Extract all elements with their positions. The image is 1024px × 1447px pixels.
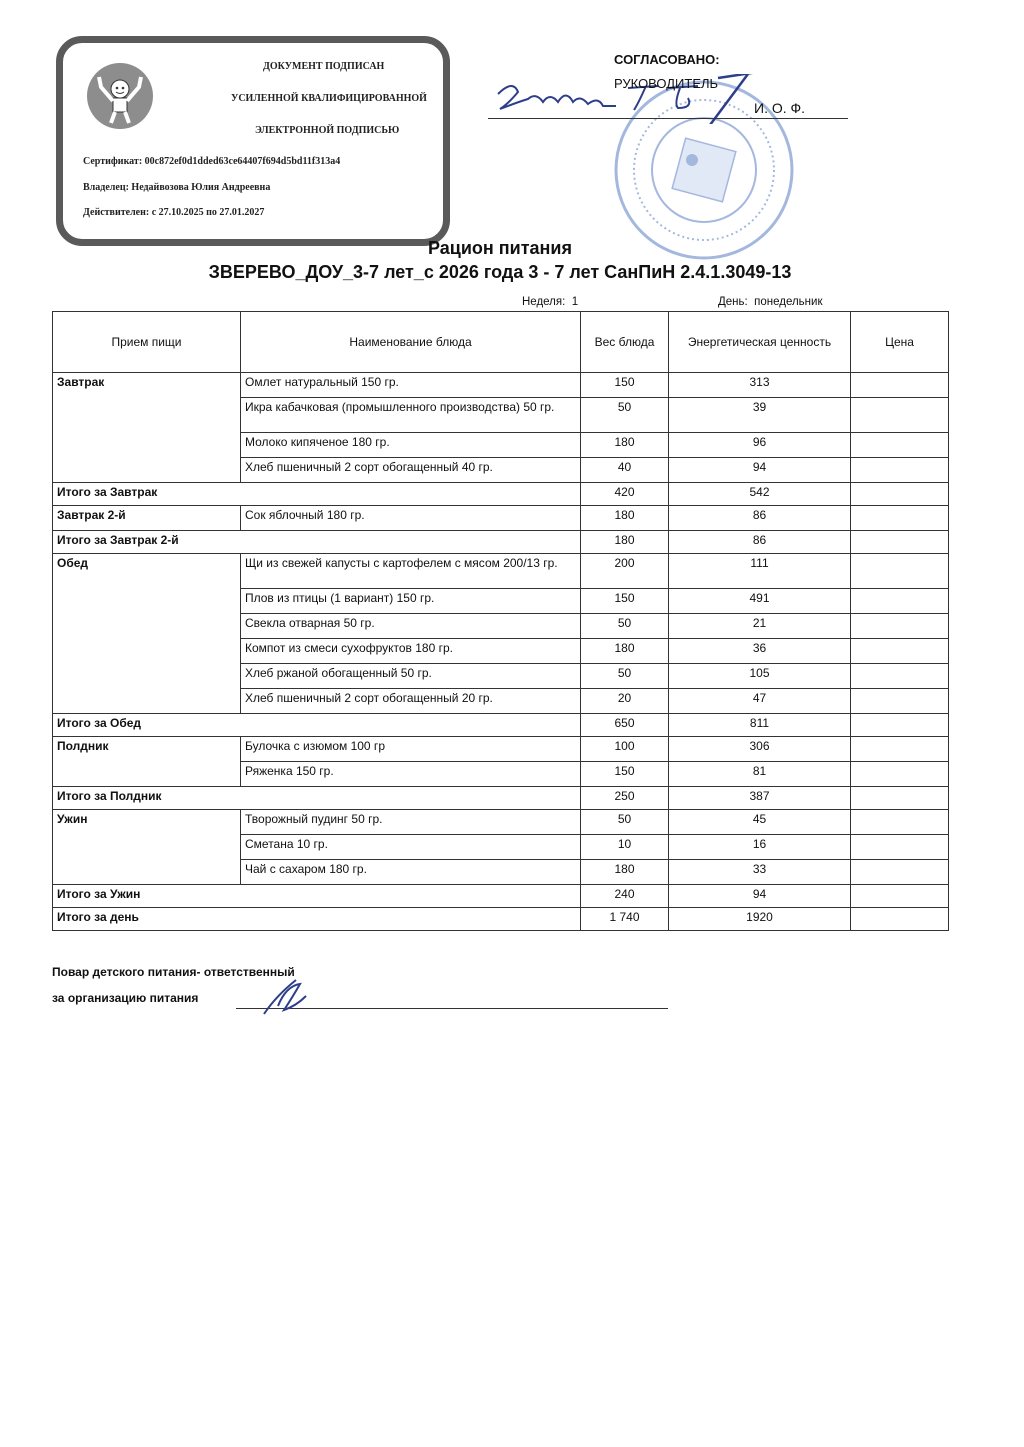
- approval-agreed-label: СОГЛАСОВАНО:: [614, 52, 720, 67]
- day-total-energy: 1920: [669, 908, 851, 931]
- meal-total-price: [851, 714, 949, 737]
- certificate-validity: Действителен: с 27.10.2025 по 27.01.2027: [83, 207, 265, 218]
- footer-responsible-line1: Повар детского питания- ответственный: [52, 965, 295, 979]
- dish-weight: 150: [581, 589, 669, 614]
- meal-total-price: [851, 531, 949, 554]
- day-info: [718, 296, 822, 308]
- dish-energy: 39: [669, 398, 851, 433]
- meal-total-weight: 420: [581, 483, 669, 506]
- meal-total-row: [53, 483, 949, 506]
- meal-total-label: Итого за Обед: [53, 714, 581, 737]
- meal-name: Завтрак: [53, 373, 241, 483]
- dish-energy: 96: [669, 433, 851, 458]
- week-label: Неделя:: [522, 296, 566, 308]
- dish-energy: 94: [669, 458, 851, 483]
- meal-name: Обед: [53, 554, 241, 714]
- dish-name: Икра кабачковая (промышленного производства) 50 гр.: [241, 398, 581, 433]
- meal-total-label: Итого за Завтрак: [53, 483, 581, 506]
- table-row: [53, 373, 949, 398]
- meal-total-energy: 542: [669, 483, 851, 506]
- dish-energy: 21: [669, 614, 851, 639]
- header-energy: Энергетическая ценность: [669, 312, 851, 373]
- dish-weight: 200: [581, 554, 669, 589]
- dish-name: Хлеб ржаной обогащенный 50 гр.: [241, 664, 581, 689]
- dish-energy: 16: [669, 835, 851, 860]
- dish-weight: 20: [581, 689, 669, 714]
- meal-total-energy: 86: [669, 531, 851, 554]
- meal-total-row: [53, 787, 949, 810]
- dish-price: [851, 554, 949, 589]
- meal-total-weight: 250: [581, 787, 669, 810]
- electronic-signature-box: [56, 36, 450, 246]
- dish-name: Омлет натуральный 150 гр.: [241, 373, 581, 398]
- dish-energy: 105: [669, 664, 851, 689]
- dish-energy: 33: [669, 860, 851, 885]
- dish-energy: 111: [669, 554, 851, 589]
- document-subtitle: ЗВЕРЕВО_ДОУ_3-7 лет_с 2026 года 3 - 7 лет СанПиН 2.4.1.3049-13: [208, 262, 792, 282]
- table-row: [53, 554, 949, 589]
- cartoon-emblem-icon: [87, 63, 153, 129]
- dish-weight: 10: [581, 835, 669, 860]
- header-dish: Наименование блюда: [241, 312, 581, 373]
- dish-name: Сок яблочный 180 гр.: [241, 506, 581, 531]
- meal-total-weight: 240: [581, 885, 669, 908]
- dish-weight: 150: [581, 762, 669, 787]
- dish-price: [851, 614, 949, 639]
- dish-price: [851, 860, 949, 885]
- day-total-row: [53, 908, 949, 931]
- approval-fio-label: И. О. Ф.: [754, 100, 806, 116]
- signature-heading-1: ДОКУМЕНТ ПОДПИСАН: [263, 61, 385, 72]
- meal-name: Полдник: [53, 737, 241, 787]
- certificate-owner: Владелец: Недайвозова Юлия Андреевна: [83, 182, 271, 193]
- document-title: Рацион питания: [428, 238, 572, 258]
- dish-price: [851, 589, 949, 614]
- approval-signature-line: [488, 118, 848, 119]
- dish-weight: 180: [581, 506, 669, 531]
- table-row: [53, 506, 949, 531]
- dish-name: Сметана 10 гр.: [241, 835, 581, 860]
- meal-name: Завтрак 2-й: [53, 506, 241, 531]
- meal-name: Ужин: [53, 810, 241, 885]
- dish-price: [851, 762, 949, 787]
- signature-heading-3: ЭЛЕКТРОННОЙ ПОДПИСЬЮ: [255, 125, 400, 136]
- table-header-row: [53, 312, 949, 373]
- certificate-id: Сертификат: 00c872ef0d1dded63ce64407f694d5bd11f313a4: [83, 156, 341, 167]
- dish-price: [851, 835, 949, 860]
- meal-total-price: [851, 885, 949, 908]
- week-info: [522, 296, 578, 308]
- meal-total-energy: 94: [669, 885, 851, 908]
- dish-weight: 40: [581, 458, 669, 483]
- table-row: [53, 810, 949, 835]
- dish-weight: 180: [581, 433, 669, 458]
- dish-name: Ряженка 150 гр.: [241, 762, 581, 787]
- dish-price: [851, 506, 949, 531]
- handwritten-signature-icon: [256, 976, 326, 1016]
- dish-name: Молоко кипяченое 180 гр.: [241, 433, 581, 458]
- dish-price: [851, 433, 949, 458]
- dish-energy: 306: [669, 737, 851, 762]
- dish-price: [851, 689, 949, 714]
- dish-price: [851, 737, 949, 762]
- dish-weight: 50: [581, 398, 669, 433]
- meal-total-price: [851, 787, 949, 810]
- dish-price: [851, 810, 949, 835]
- header-meal: Прием пищи: [53, 312, 241, 373]
- dish-name: Компот из смеси сухофруктов 180 гр.: [241, 639, 581, 664]
- dish-energy: 47: [669, 689, 851, 714]
- meal-total-weight: 180: [581, 531, 669, 554]
- dish-price: [851, 639, 949, 664]
- dish-price: [851, 373, 949, 398]
- week-value: 1: [571, 296, 579, 308]
- meal-total-energy: 811: [669, 714, 851, 737]
- dish-weight: 50: [581, 810, 669, 835]
- meal-total-label: Итого за Полдник: [53, 787, 581, 810]
- day-total-price: [851, 908, 949, 931]
- dish-name: Плов из птицы (1 вариант) 150 гр.: [241, 589, 581, 614]
- dish-price: [851, 458, 949, 483]
- approval-head-label: РУКОВОДИТЕЛЬ: [614, 76, 719, 91]
- dish-name: Свекла отварная 50 гр.: [241, 614, 581, 639]
- dish-name: Хлеб пшеничный 2 сорт обогащенный 20 гр.: [241, 689, 581, 714]
- day-label: День:: [718, 296, 748, 308]
- header-price: Цена: [851, 312, 949, 373]
- header-weight: Вес блюда: [581, 312, 669, 373]
- signature-heading-2: УСИЛЕННОЙ КВАЛИФИЦИРОВАННОЙ: [231, 93, 427, 104]
- dish-weight: 100: [581, 737, 669, 762]
- meal-total-row: [53, 885, 949, 908]
- dish-energy: 36: [669, 639, 851, 664]
- table-row: [53, 737, 949, 762]
- dish-weight: 150: [581, 373, 669, 398]
- dish-name: Булочка с изюмом 100 гр: [241, 737, 581, 762]
- dish-energy: 313: [669, 373, 851, 398]
- day-value: понедельник: [754, 296, 823, 308]
- meal-total-row: [53, 714, 949, 737]
- dish-name: Щи из свежей капусты с картофелем с мясом 200/13 гр.: [241, 554, 581, 589]
- meal-total-price: [851, 483, 949, 506]
- dish-weight: 50: [581, 664, 669, 689]
- dish-energy: 45: [669, 810, 851, 835]
- dish-weight: 50: [581, 614, 669, 639]
- dish-price: [851, 664, 949, 689]
- dish-energy: 86: [669, 506, 851, 531]
- meal-total-label: Итого за Завтрак 2-й: [53, 531, 581, 554]
- dish-name: Творожный пудинг 50 гр.: [241, 810, 581, 835]
- meal-total-energy: 387: [669, 787, 851, 810]
- dish-weight: 180: [581, 639, 669, 664]
- day-total-label: Итого за день: [53, 908, 581, 931]
- meal-total-weight: 650: [581, 714, 669, 737]
- dish-name: Хлеб пшеничный 2 сорт обогащенный 40 гр.: [241, 458, 581, 483]
- meal-total-label: Итого за Ужин: [53, 885, 581, 908]
- footer-responsible-line2: за организацию питания: [52, 991, 199, 1005]
- approval-block: [488, 50, 848, 130]
- dish-energy: 491: [669, 589, 851, 614]
- dish-energy: 81: [669, 762, 851, 787]
- dish-weight: 180: [581, 860, 669, 885]
- meal-total-row: [53, 531, 949, 554]
- dish-name: Чай с сахаром 180 гр.: [241, 860, 581, 885]
- ration-table: [52, 311, 949, 931]
- dish-price: [851, 398, 949, 433]
- day-total-weight: 1 740: [581, 908, 669, 931]
